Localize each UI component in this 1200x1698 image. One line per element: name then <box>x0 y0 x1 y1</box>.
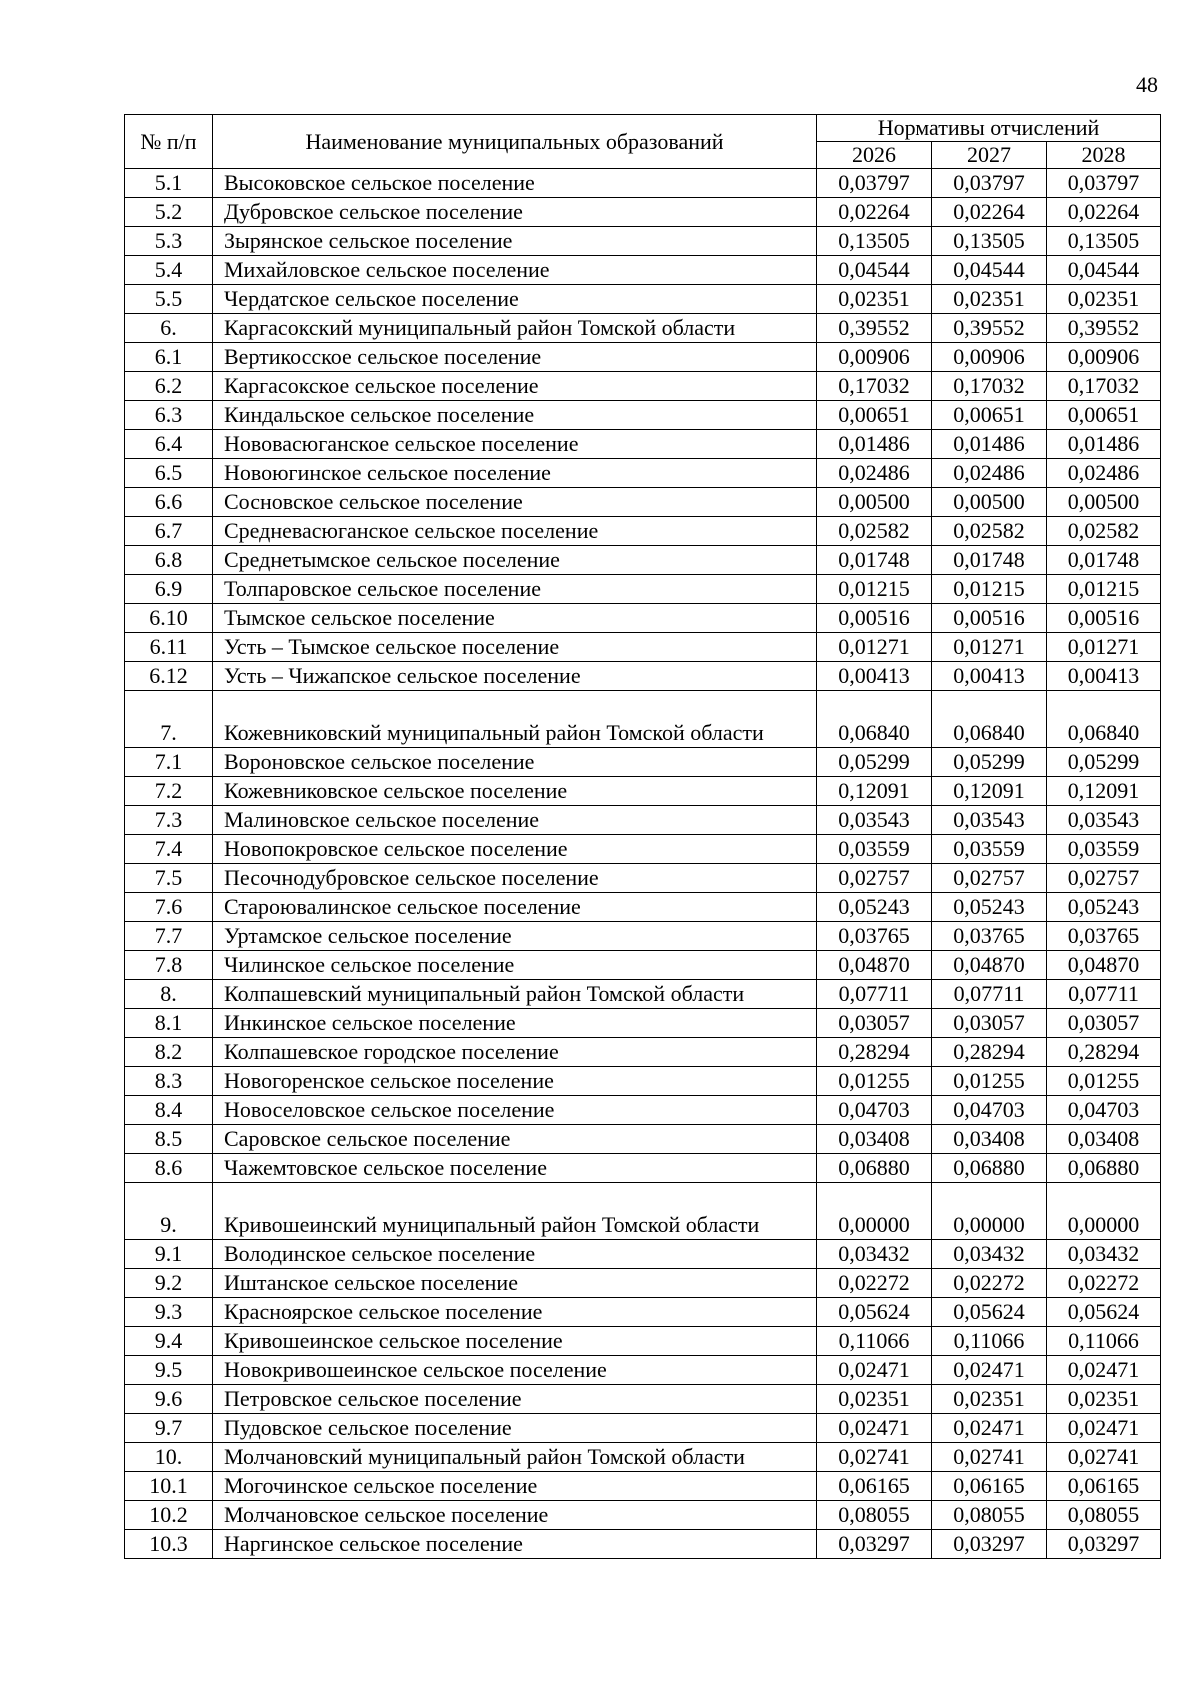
norm-value-2028: 0,03408 <box>1047 1125 1161 1154</box>
municipality-name: Киндальское сельское поселение <box>213 401 817 430</box>
norm-value-2027: 0,02272 <box>932 1269 1047 1298</box>
row-number: 9.1 <box>125 1240 213 1269</box>
norm-value-2027: 0,05243 <box>932 893 1047 922</box>
norm-value-2028: 0,04703 <box>1047 1096 1161 1125</box>
row-number: 6. <box>125 314 213 343</box>
row-number: 7.1 <box>125 748 213 777</box>
norm-value-2027: 0,05299 <box>932 748 1047 777</box>
table-row <box>125 633 1161 662</box>
row-number: 7.2 <box>125 777 213 806</box>
norm-value-2028: 0,05624 <box>1047 1298 1161 1327</box>
norm-value-2028: 0,00651 <box>1047 401 1161 430</box>
norm-value-2028: 0,00413 <box>1047 662 1161 691</box>
norm-value-2027: 0,12091 <box>932 777 1047 806</box>
norm-value-2026: 0,03408 <box>817 1125 932 1154</box>
table-row <box>125 1298 1161 1327</box>
norm-value-2026: 0,03543 <box>817 806 932 835</box>
norm-value-2028: 0,03559 <box>1047 835 1161 864</box>
table-row <box>125 1240 1161 1269</box>
table-row <box>125 748 1161 777</box>
norm-value-2026: 0,03057 <box>817 1009 932 1038</box>
norm-value-2026: 0,03432 <box>817 1240 932 1269</box>
norm-value-2028: 0,07711 <box>1047 980 1161 1009</box>
norm-value-2027: 0,00413 <box>932 662 1047 691</box>
norm-value-2028: 0,05243 <box>1047 893 1161 922</box>
row-number: 9.3 <box>125 1298 213 1327</box>
row-number: 6.1 <box>125 343 213 372</box>
norm-value-2026: 0,01271 <box>817 633 932 662</box>
table-row <box>125 1038 1161 1067</box>
norm-value-2026: 0,05299 <box>817 748 932 777</box>
norm-value-2026: 0,04544 <box>817 256 932 285</box>
norm-value-2026: 0,03765 <box>817 922 932 951</box>
norm-value-2028: 0,00000 <box>1047 1183 1161 1240</box>
norm-value-2027: 0,02471 <box>932 1356 1047 1385</box>
norm-value-2027: 0,02582 <box>932 517 1047 546</box>
municipality-name: Кожевниковское сельское поселение <box>213 777 817 806</box>
table-row <box>125 1472 1161 1501</box>
row-number: 7.8 <box>125 951 213 980</box>
norm-value-2028: 0,04544 <box>1047 256 1161 285</box>
norm-value-2028: 0,13505 <box>1047 227 1161 256</box>
table-row <box>125 430 1161 459</box>
municipality-name: Усть – Чижапское сельское поселение <box>213 662 817 691</box>
municipality-name: Новоселовское сельское поселение <box>213 1096 817 1125</box>
table-row <box>125 227 1161 256</box>
norm-value-2027: 0,01486 <box>932 430 1047 459</box>
norm-value-2026: 0,02264 <box>817 198 932 227</box>
norm-value-2028: 0,00516 <box>1047 604 1161 633</box>
table-row <box>125 517 1161 546</box>
municipality-name: Колпашевское городское поселение <box>213 1038 817 1067</box>
norm-value-2026: 0,00651 <box>817 401 932 430</box>
row-number: 6.4 <box>125 430 213 459</box>
municipality-name: Усть – Тымское сельское поселение <box>213 633 817 662</box>
row-number: 8.5 <box>125 1125 213 1154</box>
norm-value-2026: 0,13505 <box>817 227 932 256</box>
norm-value-2028: 0,39552 <box>1047 314 1161 343</box>
norm-value-2027: 0,00500 <box>932 488 1047 517</box>
norm-value-2027: 0,01255 <box>932 1067 1047 1096</box>
norm-value-2028: 0,06840 <box>1047 691 1161 748</box>
norm-value-2027: 0,03432 <box>932 1240 1047 1269</box>
norms-table <box>124 114 1161 1559</box>
row-number: 10.3 <box>125 1530 213 1559</box>
norm-value-2027: 0,02486 <box>932 459 1047 488</box>
table-row <box>125 314 1161 343</box>
row-number: 5.2 <box>125 198 213 227</box>
row-number: 5.3 <box>125 227 213 256</box>
table-row <box>125 1154 1161 1183</box>
norm-value-2027: 0,08055 <box>932 1501 1047 1530</box>
norm-value-2028: 0,03797 <box>1047 169 1161 198</box>
norm-value-2027: 0,06165 <box>932 1472 1047 1501</box>
table-row <box>125 1096 1161 1125</box>
table-row <box>125 198 1161 227</box>
table-row <box>125 488 1161 517</box>
norm-value-2027: 0,05624 <box>932 1298 1047 1327</box>
row-number: 9.6 <box>125 1385 213 1414</box>
row-number: 10.1 <box>125 1472 213 1501</box>
norm-value-2028: 0,01486 <box>1047 430 1161 459</box>
norm-value-2027: 0,02351 <box>932 285 1047 314</box>
header-name: Наименование муниципальных образований <box>213 115 817 169</box>
municipality-name: Пудовское сельское поселение <box>213 1414 817 1443</box>
norm-value-2026: 0,01748 <box>817 546 932 575</box>
norm-value-2026: 0,06165 <box>817 1472 932 1501</box>
municipality-name: Новоюгинское сельское поселение <box>213 459 817 488</box>
row-number: 6.9 <box>125 575 213 604</box>
norm-value-2028: 0,12091 <box>1047 777 1161 806</box>
norm-value-2026: 0,02471 <box>817 1356 932 1385</box>
row-number: 7.7 <box>125 922 213 951</box>
table-row <box>125 893 1161 922</box>
norm-value-2028: 0,02471 <box>1047 1356 1161 1385</box>
table-row <box>125 256 1161 285</box>
norm-value-2028: 0,02757 <box>1047 864 1161 893</box>
municipality-name: Дубровское сельское поселение <box>213 198 817 227</box>
municipality-name: Саровское сельское поселение <box>213 1125 817 1154</box>
row-number: 6.8 <box>125 546 213 575</box>
norm-value-2027: 0,06840 <box>932 691 1047 748</box>
norm-value-2028: 0,02741 <box>1047 1443 1161 1472</box>
row-number: 6.10 <box>125 604 213 633</box>
municipality-name: Среднетымское сельское поселение <box>213 546 817 575</box>
table-row <box>125 1443 1161 1472</box>
row-number: 8.4 <box>125 1096 213 1125</box>
municipality-name: Молчановский муниципальный район Томской области <box>213 1443 817 1472</box>
table-row <box>125 980 1161 1009</box>
row-number: 6.6 <box>125 488 213 517</box>
norm-value-2028: 0,02351 <box>1047 1385 1161 1414</box>
municipality-name: Новопокровское сельское поселение <box>213 835 817 864</box>
norm-value-2027: 0,02757 <box>932 864 1047 893</box>
norm-value-2027: 0,03765 <box>932 922 1047 951</box>
norm-value-2026: 0,02741 <box>817 1443 932 1472</box>
municipality-name: Староювалинское сельское поселение <box>213 893 817 922</box>
row-number: 6.7 <box>125 517 213 546</box>
municipality-name: Средневасюганское сельское поселение <box>213 517 817 546</box>
row-number: 6.5 <box>125 459 213 488</box>
norm-value-2027: 0,04870 <box>932 951 1047 980</box>
norm-value-2027: 0,13505 <box>932 227 1047 256</box>
norm-value-2026: 0,00413 <box>817 662 932 691</box>
table-row <box>125 1067 1161 1096</box>
row-number: 5.5 <box>125 285 213 314</box>
norm-value-2028: 0,03297 <box>1047 1530 1161 1559</box>
norm-value-2027: 0,03543 <box>932 806 1047 835</box>
table-row <box>125 1530 1161 1559</box>
municipality-name: Толпаровское сельское поселение <box>213 575 817 604</box>
row-number: 9.5 <box>125 1356 213 1385</box>
municipality-name: Чажемтовское сельское поселение <box>213 1154 817 1183</box>
norm-value-2026: 0,39552 <box>817 314 932 343</box>
row-number: 9.2 <box>125 1269 213 1298</box>
municipality-name: Инкинское сельское поселение <box>213 1009 817 1038</box>
row-number: 7.5 <box>125 864 213 893</box>
norm-value-2026: 0,02351 <box>817 1385 932 1414</box>
norm-value-2027: 0,03559 <box>932 835 1047 864</box>
norm-value-2026: 0,04870 <box>817 951 932 980</box>
norm-value-2026: 0,11066 <box>817 1327 932 1356</box>
table-row <box>125 691 1161 748</box>
norm-value-2028: 0,01271 <box>1047 633 1161 662</box>
row-number: 8.1 <box>125 1009 213 1038</box>
page-number: 48 <box>1136 72 1158 97</box>
table-row <box>125 401 1161 430</box>
norm-value-2026: 0,02757 <box>817 864 932 893</box>
row-number: 9.4 <box>125 1327 213 1356</box>
norm-value-2026: 0,00906 <box>817 343 932 372</box>
norm-value-2028: 0,28294 <box>1047 1038 1161 1067</box>
row-number: 7. <box>125 691 213 748</box>
table-row <box>125 1125 1161 1154</box>
norm-value-2026: 0,01255 <box>817 1067 932 1096</box>
norm-value-2027: 0,00000 <box>932 1183 1047 1240</box>
table-header <box>125 115 1161 169</box>
norm-value-2026: 0,28294 <box>817 1038 932 1067</box>
header-year-2028: 2028 <box>1047 142 1161 169</box>
norm-value-2028: 0,02582 <box>1047 517 1161 546</box>
row-number: 7.4 <box>125 835 213 864</box>
norm-value-2028: 0,06880 <box>1047 1154 1161 1183</box>
table-row <box>125 922 1161 951</box>
norm-value-2027: 0,02264 <box>932 198 1047 227</box>
norm-value-2027: 0,03797 <box>932 169 1047 198</box>
norm-value-2027: 0,00651 <box>932 401 1047 430</box>
municipality-name: Чердатское сельское поселение <box>213 285 817 314</box>
table-row <box>125 343 1161 372</box>
municipality-name: Чилинское сельское поселение <box>213 951 817 980</box>
norm-value-2026: 0,02272 <box>817 1269 932 1298</box>
header-norms-group: Нормативы отчислений <box>817 115 1161 142</box>
table-row <box>125 951 1161 980</box>
norm-value-2028: 0,05299 <box>1047 748 1161 777</box>
municipality-name: Зырянское сельское поселение <box>213 227 817 256</box>
municipality-name: Песочнодубровское сельское поселение <box>213 864 817 893</box>
header-num: № п/п <box>125 115 213 169</box>
row-number: 8. <box>125 980 213 1009</box>
municipality-name: Нововасюганское сельское поселение <box>213 430 817 459</box>
norm-value-2026: 0,00516 <box>817 604 932 633</box>
table-row <box>125 1414 1161 1443</box>
norm-value-2026: 0,03797 <box>817 169 932 198</box>
norm-value-2027: 0,00906 <box>932 343 1047 372</box>
norm-value-2027: 0,03297 <box>932 1530 1047 1559</box>
table-row <box>125 604 1161 633</box>
municipality-name: Кожевниковский муниципальный район Томской области <box>213 691 817 748</box>
norm-value-2028: 0,03543 <box>1047 806 1161 835</box>
row-number: 8.6 <box>125 1154 213 1183</box>
municipality-name: Иштанское сельское поселение <box>213 1269 817 1298</box>
municipality-name: Каргасокский муниципальный район Томской области <box>213 314 817 343</box>
municipality-name: Кривошеинский муниципальный район Томской области <box>213 1183 817 1240</box>
table-row <box>125 575 1161 604</box>
norm-value-2027: 0,07711 <box>932 980 1047 1009</box>
municipality-name: Новокривошеинское сельское поселение <box>213 1356 817 1385</box>
table-row <box>125 1183 1161 1240</box>
norm-value-2026: 0,12091 <box>817 777 932 806</box>
norm-value-2026: 0,05624 <box>817 1298 932 1327</box>
municipality-name: Каргасокское сельское поселение <box>213 372 817 401</box>
norm-value-2027: 0,17032 <box>932 372 1047 401</box>
municipality-name: Молчановское сельское поселение <box>213 1501 817 1530</box>
norm-value-2026: 0,08055 <box>817 1501 932 1530</box>
norm-value-2028: 0,06165 <box>1047 1472 1161 1501</box>
row-number: 6.2 <box>125 372 213 401</box>
municipality-name: Кривошеинское сельское поселение <box>213 1327 817 1356</box>
municipality-name: Тымское сельское поселение <box>213 604 817 633</box>
row-number: 9.7 <box>125 1414 213 1443</box>
municipality-name: Уртамское сельское поселение <box>213 922 817 951</box>
norm-value-2027: 0,28294 <box>932 1038 1047 1067</box>
header-year-2027: 2027 <box>932 142 1047 169</box>
row-number: 5.4 <box>125 256 213 285</box>
norm-value-2028: 0,11066 <box>1047 1327 1161 1356</box>
norm-value-2027: 0,00516 <box>932 604 1047 633</box>
norm-value-2028: 0,02351 <box>1047 285 1161 314</box>
norm-value-2027: 0,04703 <box>932 1096 1047 1125</box>
municipality-name: Могочинское сельское поселение <box>213 1472 817 1501</box>
row-number: 6.12 <box>125 662 213 691</box>
norm-value-2026: 0,02351 <box>817 285 932 314</box>
norm-value-2028: 0,17032 <box>1047 372 1161 401</box>
table-row <box>125 777 1161 806</box>
municipality-name: Петровское сельское поселение <box>213 1385 817 1414</box>
table-row <box>125 1356 1161 1385</box>
row-number: 6.11 <box>125 633 213 662</box>
norm-value-2028: 0,00500 <box>1047 488 1161 517</box>
table-body <box>125 169 1161 1559</box>
row-number: 7.3 <box>125 806 213 835</box>
norm-value-2027: 0,02741 <box>932 1443 1047 1472</box>
norm-value-2028: 0,08055 <box>1047 1501 1161 1530</box>
municipality-name: Наргинское сельское поселение <box>213 1530 817 1559</box>
norm-value-2026: 0,01215 <box>817 575 932 604</box>
table-row <box>125 1501 1161 1530</box>
norm-value-2028: 0,03432 <box>1047 1240 1161 1269</box>
norm-value-2027: 0,02351 <box>932 1385 1047 1414</box>
municipality-name: Красноярское сельское поселение <box>213 1298 817 1327</box>
table-row <box>125 835 1161 864</box>
municipality-name: Вертикосское сельское поселение <box>213 343 817 372</box>
row-number: 6.3 <box>125 401 213 430</box>
norm-value-2027: 0,11066 <box>932 1327 1047 1356</box>
norm-value-2026: 0,00500 <box>817 488 932 517</box>
municipality-name: Малиновское сельское поселение <box>213 806 817 835</box>
row-number: 7.6 <box>125 893 213 922</box>
table-row <box>125 372 1161 401</box>
table-row <box>125 806 1161 835</box>
municipality-name: Михайловское сельское поселение <box>213 256 817 285</box>
row-number: 8.3 <box>125 1067 213 1096</box>
table-row <box>125 662 1161 691</box>
table-row <box>125 459 1161 488</box>
norm-value-2026: 0,06840 <box>817 691 932 748</box>
norm-value-2028: 0,01255 <box>1047 1067 1161 1096</box>
norm-value-2026: 0,01486 <box>817 430 932 459</box>
norm-value-2028: 0,03057 <box>1047 1009 1161 1038</box>
row-number: 5.1 <box>125 169 213 198</box>
norm-value-2026: 0,03559 <box>817 835 932 864</box>
norm-value-2027: 0,03408 <box>932 1125 1047 1154</box>
table-row <box>125 546 1161 575</box>
table-row <box>125 1327 1161 1356</box>
header-year-2026: 2026 <box>817 142 932 169</box>
municipality-name: Володинское сельское поселение <box>213 1240 817 1269</box>
norm-value-2026: 0,00000 <box>817 1183 932 1240</box>
norm-value-2028: 0,03765 <box>1047 922 1161 951</box>
norm-value-2026: 0,17032 <box>817 372 932 401</box>
norm-value-2027: 0,01271 <box>932 633 1047 662</box>
row-number: 8.2 <box>125 1038 213 1067</box>
norm-value-2028: 0,00906 <box>1047 343 1161 372</box>
table-row <box>125 1009 1161 1038</box>
norm-value-2027: 0,04544 <box>932 256 1047 285</box>
row-number: 10. <box>125 1443 213 1472</box>
norm-value-2028: 0,02486 <box>1047 459 1161 488</box>
norm-value-2026: 0,03297 <box>817 1530 932 1559</box>
norm-value-2028: 0,02264 <box>1047 198 1161 227</box>
norm-value-2027: 0,39552 <box>932 314 1047 343</box>
norm-value-2027: 0,02471 <box>932 1414 1047 1443</box>
norm-value-2027: 0,01215 <box>932 575 1047 604</box>
municipality-name: Колпашевский муниципальный район Томской области <box>213 980 817 1009</box>
municipality-name: Новогоренское сельское поселение <box>213 1067 817 1096</box>
table-row <box>125 1385 1161 1414</box>
table-row <box>125 864 1161 893</box>
table-row <box>125 285 1161 314</box>
table-row <box>125 169 1161 198</box>
table-row <box>125 1269 1161 1298</box>
municipality-name: Сосновское сельское поселение <box>213 488 817 517</box>
norm-value-2028: 0,02471 <box>1047 1414 1161 1443</box>
norm-value-2026: 0,02582 <box>817 517 932 546</box>
norm-value-2027: 0,03057 <box>932 1009 1047 1038</box>
norm-value-2028: 0,01748 <box>1047 546 1161 575</box>
norm-value-2026: 0,05243 <box>817 893 932 922</box>
norm-value-2026: 0,06880 <box>817 1154 932 1183</box>
municipality-name: Высоковское сельское поселение <box>213 169 817 198</box>
norm-value-2028: 0,04870 <box>1047 951 1161 980</box>
municipality-name: Вороновское сельское поселение <box>213 748 817 777</box>
norm-value-2026: 0,04703 <box>817 1096 932 1125</box>
norm-value-2028: 0,02272 <box>1047 1269 1161 1298</box>
norm-value-2026: 0,07711 <box>817 980 932 1009</box>
norm-value-2026: 0,02471 <box>817 1414 932 1443</box>
norm-value-2028: 0,01215 <box>1047 575 1161 604</box>
norm-value-2026: 0,02486 <box>817 459 932 488</box>
row-number: 10.2 <box>125 1501 213 1530</box>
row-number: 9. <box>125 1183 213 1240</box>
norm-value-2027: 0,01748 <box>932 546 1047 575</box>
norm-value-2027: 0,06880 <box>932 1154 1047 1183</box>
